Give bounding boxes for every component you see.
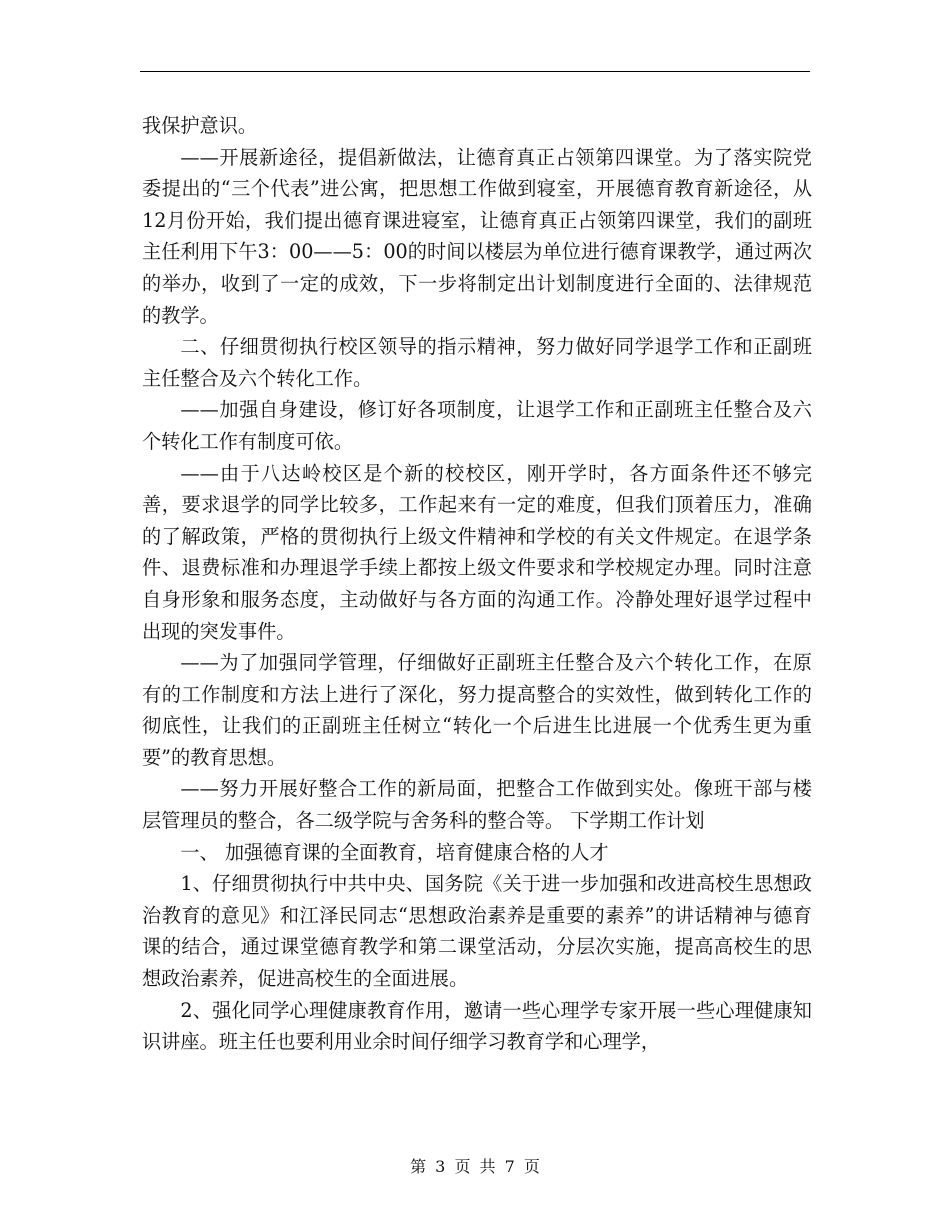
page-footer: 第 3 页 共 7 页 (410, 1157, 540, 1176)
paragraph: 2、强化同学心理健康教育作用，邀请一些心理学专家开展一些心理健康知识讲座。班主任也要利用业余时间仔细学习教育学和心理学， (142, 998, 812, 1054)
paragraph: ——加强自身建设，修订好各项制度，让退学工作和正副班主任整合及六个转化工作有制度可依。 (142, 398, 812, 453)
paragraph: 我保护意识。 (142, 114, 258, 137)
paragraph: ——为了加强同学管理，仔细做好正副班主任整合及六个转化工作，在原有的工作制度和方法上进行了深化，努力提高整合的实效性，做到转化工作的彻底性，让我们的正副班主任树立“转化一个后进生比进展一个优秀生更为重要”的教育思想。 (142, 651, 812, 769)
paragraph: 二、仔细贯彻执行校区领导的指示精神，努力做好同学退学工作和正副班主任整合及六个转化工作。 (142, 335, 812, 390)
paragraph: ——开展新途径，提倡新做法，让德育真正占领第四课堂。为了落实院党委提出的“三个代表”进公寓，把思想工作做到寝室，开展德育教育新途径，从12月份开始，我们提出德育课进寝室，让德育真正占领第四课堂，我们的副班主任利用下午3：00——5：00的时间以楼层为单位进行德育课教学，通过两次的举办，收到了一定的成效，下一步将制定出计划制度进行全面的、法律规范的教学。 (142, 145, 812, 327)
paragraph: 一、 加强德育课的全面教育，培育健康合格的人才 (180, 840, 609, 864)
paragraph: ——努力开展好整合工作的新局面，把整合工作做到实处。像班干部与楼层管理员的整合，各二级学院与舍务科的整合等。 下学期工作计划 (142, 777, 812, 833)
document-body (142, 110, 812, 1058)
paragraph: ——由于八达岭校区是个新的校校区，刚开学时，各方面条件还不够完善，要求退学的同学比较多，工作起来有一定的难度，但我们顶着压力，准确的了解政策，严格的贯彻执行上级文件精神和学校的有关文件规定。在退学条件、退费标准和办理退学手续上都按上级文件要求和学校规定办理。同时注意自身形象和服务态度，主动做好与各方面的沟通工作。冷静处理好退学过程中出现的突发事件。 (142, 461, 812, 643)
paragraph: 1、仔细贯彻执行中共中央、国务院《关于进一步加强和改进高校生思想政治教育的意见》和江泽民同志“思想政治素养是重要的素养”的讲话精神与德育课的结合，通过课堂德育教学和第二课堂活动，分层次实施，提高高校生的思想政治素养，促进高校生的全面进展。 (142, 872, 812, 991)
header-rule (140, 71, 810, 72)
